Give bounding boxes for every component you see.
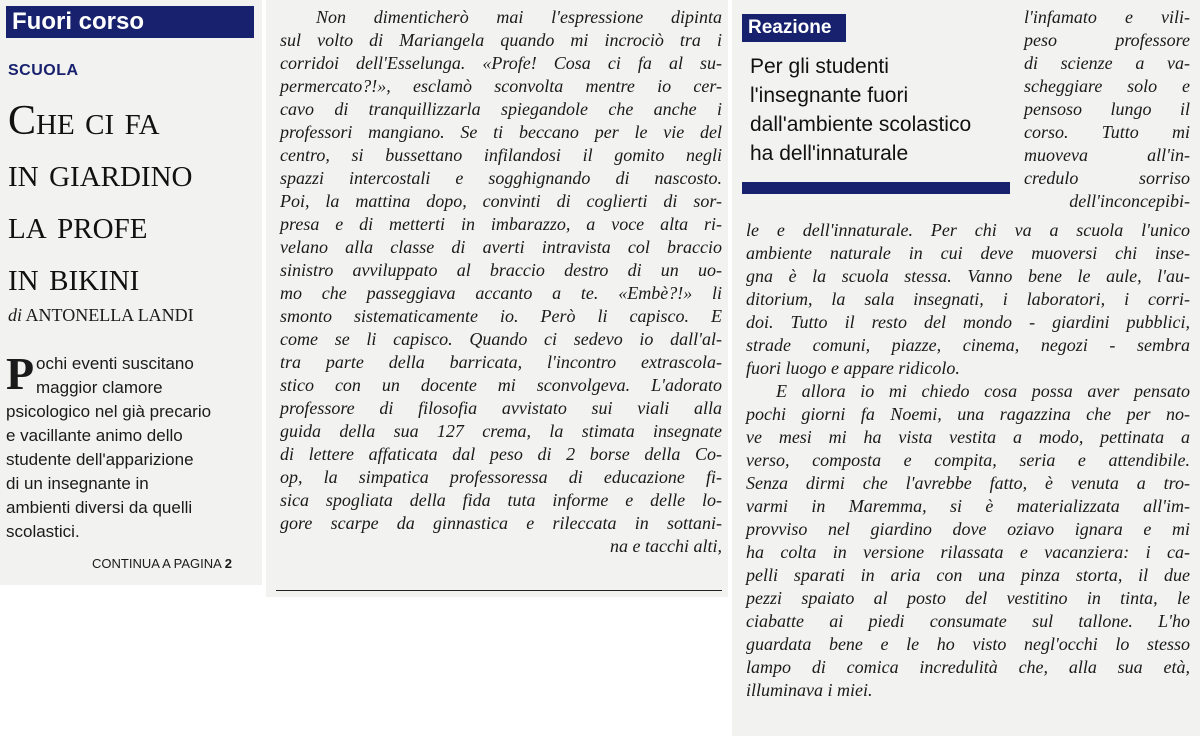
text-line: corridoi dell'Esselunga. «Profe! Cosa ci fa al su- xyxy=(280,53,722,73)
text-line: cavo di tranquillizzarla spiegandole che anche i xyxy=(280,99,722,119)
text-line: ve mesi mi ha vista vestita a modo, pettinata a xyxy=(746,427,1190,447)
pullquote-line: ha dell'innaturale xyxy=(750,142,909,165)
text-line: na e tacchi alti, xyxy=(610,536,722,556)
headline-line: Che ci fa xyxy=(8,98,160,144)
lead-line: psicologico nel già precario xyxy=(6,402,212,421)
text-line: come se li capisco. Quando ci sedevo io dall'al- xyxy=(280,329,722,349)
lead-line: maggior clamore xyxy=(36,378,163,397)
text-line: gna è la scuola stessa. Vanno bene le aule, l'au- xyxy=(746,266,1190,286)
text-line: professore di filosofia avvistato sui viali alla xyxy=(280,398,722,418)
text-line: E allora io mi chiedo cosa possa aver pensato xyxy=(776,381,1190,401)
headline-line: la profe xyxy=(8,202,148,248)
text-line: strade comuni, piazze, cinema, negozi - sembra xyxy=(746,335,1190,355)
text-line: l'infamato e vili- xyxy=(1024,7,1190,27)
text-line: mo che passeggiava accanto a te. «Embè?!» li xyxy=(280,283,722,303)
text-line: peso professore xyxy=(1024,30,1190,50)
text-line: pochi giorni fa Noemi, una ragazzina che per no- xyxy=(746,404,1190,424)
text-line: spazzi intercostali e sogghignando di nascosto. xyxy=(280,168,722,188)
left-column-clipping xyxy=(0,0,262,585)
lead-line: ochi eventi suscitano xyxy=(36,354,194,373)
text-line: di scienze a va- xyxy=(1024,53,1190,73)
text-line: permercato?!», esclamò sconvolta mentre io cer- xyxy=(280,76,722,96)
continued-label: CONTINUA A PAGINA xyxy=(92,556,222,571)
text-line: lampo di comica incredulità che, alla sua età, xyxy=(746,657,1190,677)
headline-line: in bikini xyxy=(8,254,140,300)
text-line: Senza dirmi che l'avrebbe fatto, è venuta a tro- xyxy=(746,473,1190,493)
byline xyxy=(8,305,194,326)
text-line: muoveva all'in- xyxy=(1024,145,1190,165)
byline-prefix: di xyxy=(8,305,23,325)
text-line: stico con un docente mi sconvolgeva. L'adorato xyxy=(280,375,722,395)
lead-line: studente dell'apparizione xyxy=(6,450,194,469)
text-line: tra parte della barricata, l'incontro extrascola- xyxy=(280,352,722,372)
text-line: Non dimenticherò mai l'espressione dipinta xyxy=(316,7,722,27)
kicker-label: SCUOLA xyxy=(8,62,79,79)
pullquote-line: l'insegnante fuori xyxy=(750,84,909,107)
text-line: provviso nel giardino dove oziavo ignara e mi xyxy=(746,519,1190,539)
text-line: varmi in Maremma, si è materializzata all'im- xyxy=(746,496,1190,516)
text-line: pelli sparati in aria con una pinza storta, il due xyxy=(746,565,1190,585)
text-line: sinistro avviluppato al braccio destro di un uo- xyxy=(280,260,722,280)
text-line: centro, si bussettano infilandosi il gomito negli xyxy=(280,145,722,165)
lead-paragraph xyxy=(6,348,250,544)
lead-line: di un insegnante in xyxy=(6,474,149,493)
drop-cap: P xyxy=(6,348,35,399)
text-line: ciabatte ai piedi consumate sul tallone. L'ho xyxy=(746,611,1190,631)
text-line: pensoso lungo il xyxy=(1024,99,1190,119)
text-line: sica spogliata della fida tuta informe e delle lo- xyxy=(280,490,722,510)
text-line: illuminava i miei. xyxy=(746,680,873,700)
sidebar-bar xyxy=(742,182,1010,194)
text-line: guardata bene e le ho visto negl'occhi lo stesso xyxy=(746,634,1190,654)
middle-column-clipping xyxy=(266,0,728,597)
text-line: pezzi spaiato al posto del vestitino in tinta, le xyxy=(746,588,1190,608)
text-line: ha colta in versione rilassata e vacanziera: i ca- xyxy=(746,542,1190,562)
lead-line: e vacillante animo dello xyxy=(6,426,183,445)
text-line: fuori luogo e appare ridicolo. xyxy=(746,358,960,378)
text-line: scheggiare solo e xyxy=(1024,76,1190,96)
sidebar-pullquote xyxy=(750,52,971,168)
continued-page-number: 2 xyxy=(224,556,232,571)
text-line: verso, composta e compita, seria e attendibile. xyxy=(746,450,1190,470)
text-line: gore scarpe da ginnastica e rileccata in sottani- xyxy=(280,513,722,533)
right-narrow-text xyxy=(1024,6,1190,213)
text-line: di lettere affaticata dal peso di 2 borse della Co- xyxy=(280,444,722,464)
lead-line: ambienti diversi da quelli xyxy=(6,498,193,517)
text-line: presa e di metterti in imbarazzo, a voce alta ri- xyxy=(280,214,722,234)
section-rubric: Fuori corso xyxy=(6,6,254,38)
text-line: doi. Tutto il resto del mondo - giardini pubblici, xyxy=(746,312,1190,332)
right-column-clipping xyxy=(732,0,1200,736)
lead-line: scolastici. xyxy=(6,522,80,541)
text-line: le e dell'innaturale. Per chi va a scuola l'unico xyxy=(746,220,1190,240)
sidebar-rubric: Reazione xyxy=(742,14,846,42)
text-line: ambiente naturale in cui deve muoversi chi inse- xyxy=(746,243,1190,263)
headline-line: in giardino xyxy=(8,150,193,196)
continued-on-page xyxy=(92,556,232,571)
byline-author: ANTONELLA LANDI xyxy=(25,305,194,325)
text-line: credulo sorriso xyxy=(1024,168,1190,188)
text-line: Poi, la mattina dopo, convinti di coglierti di sor- xyxy=(280,191,722,211)
text-line: ditorium, la sala insegnati, i laboratori, i corri- xyxy=(746,289,1190,309)
headline xyxy=(8,95,192,303)
text-line: corso. Tutto mi xyxy=(1024,122,1190,142)
pullquote-line: dall'ambiente scolastico xyxy=(750,113,972,136)
middle-body-text xyxy=(280,6,722,558)
text-line: op, la simpatica professoressa di educazione fi- xyxy=(280,467,722,487)
column-rule xyxy=(276,590,722,591)
text-line: sul volto di Mariangela quando mi incrociò tra i xyxy=(280,30,722,50)
text-line: velano alla classe di averti intravista col braccio xyxy=(280,237,722,257)
text-line: professori mangiano. Se ti beccano per le vie del xyxy=(280,122,722,142)
text-line: guida della sua 127 crema, la stimata insegnate xyxy=(280,421,722,441)
text-line: smonto sistematicamente io. Però li capisco. E xyxy=(280,306,722,326)
pullquote-line: Per gli studenti xyxy=(750,55,889,78)
right-body-text xyxy=(746,219,1190,702)
text-line: dell'inconcepibi- xyxy=(1069,191,1190,211)
